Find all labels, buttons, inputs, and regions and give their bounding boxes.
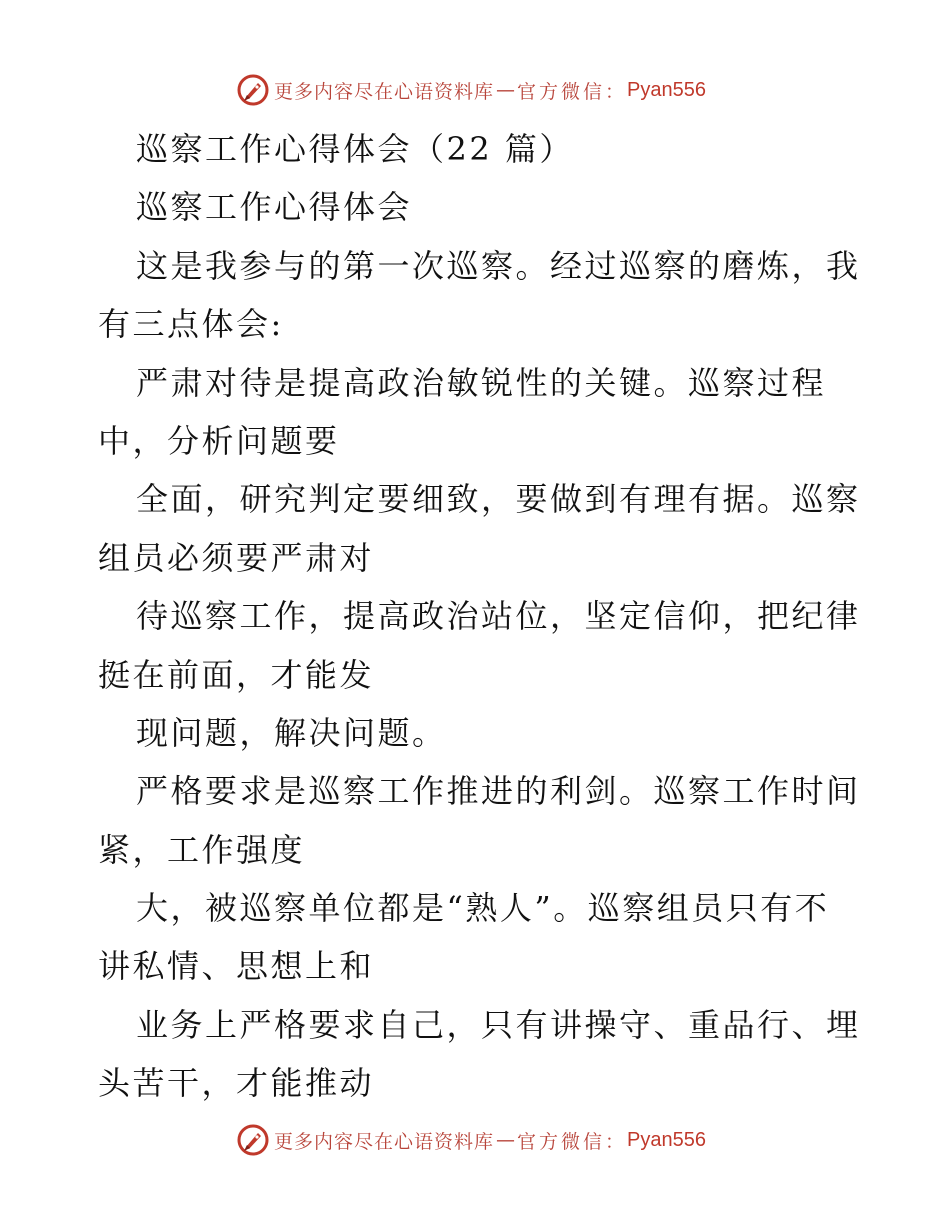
document-line: 中，分析问题要 <box>98 421 340 460</box>
banner-official-label: 官方微信： <box>517 80 628 103</box>
document-line: 大，被巡察单位都是“熟人”。巡察组员只有不 <box>136 889 830 928</box>
document-body <box>98 120 861 1113</box>
document-line: 有三点体会: <box>98 305 284 344</box>
document-line: 巡察工作心得体会（22 篇） <box>136 130 574 168</box>
document-line: 待巡察工作，提高政治站位，坚定信仰，把纪律 <box>136 597 861 636</box>
document-line: 挺在前面，才能发 <box>98 655 375 694</box>
pen-nib-circle-icon <box>236 1123 270 1157</box>
banner-wechat-id: Pyan556 <box>627 1128 706 1151</box>
banner-wechat-id: Pyan556 <box>627 78 706 101</box>
document-line: 这是我参与的第一次巡察。经过巡察的磨炼，我 <box>136 246 861 285</box>
document-line: 业务上严格要求自己，只有讲操守、重品行、埋 <box>136 1005 861 1044</box>
document-line: 巡察工作心得体会 <box>136 188 413 227</box>
banner-brand-text: 更多内容尽在心语资料库 <box>274 80 495 103</box>
banner-official-label: 官方微信： <box>517 1130 628 1153</box>
document-line: 现问题，解决问题。 <box>136 713 447 752</box>
document-line: 全面，研究判定要细致，要做到有理有据。巡察 <box>136 480 861 519</box>
document-line: 讲私情、思想上和 <box>98 947 375 986</box>
banner-dash: — <box>496 79 516 101</box>
footer-banner <box>236 1120 706 1160</box>
document-line: 严格要求是巡察工作推进的利剑。巡察工作时间 <box>136 772 861 811</box>
banner-brand-text: 更多内容尽在心语资料库 <box>274 1130 495 1153</box>
document-line: 严肃对待是提高政治敏锐性的关键。巡察过程 <box>136 363 827 402</box>
header-banner <box>236 70 706 110</box>
banner-dash: — <box>496 1129 516 1151</box>
document-line: 头苦干，才能推动 <box>98 1064 375 1103</box>
document-line: 紧，工作强度 <box>98 830 306 869</box>
pen-nib-circle-icon <box>236 73 270 107</box>
document-line: 组员必须要严肃对 <box>98 538 375 577</box>
